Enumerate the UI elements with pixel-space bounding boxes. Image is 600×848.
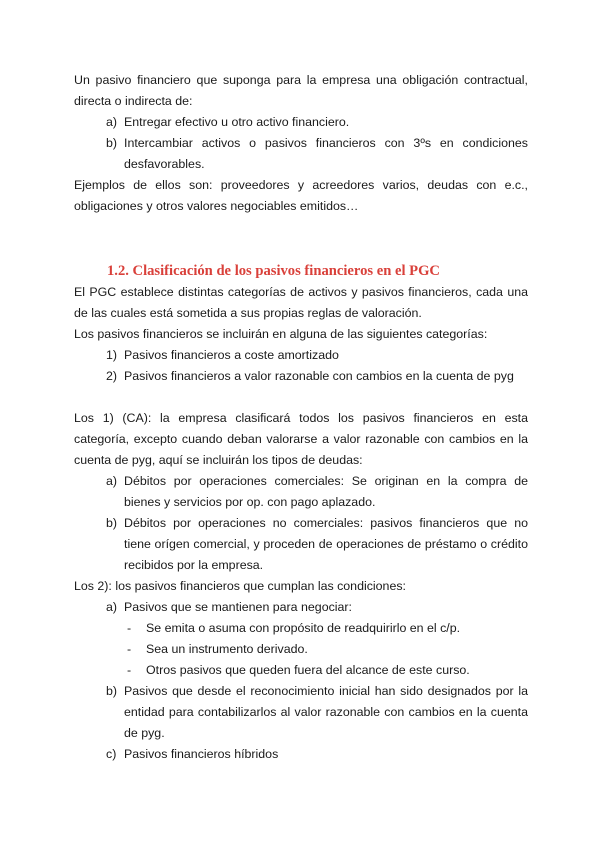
list-text: Sea un instrumento derivado. [146, 642, 308, 656]
vr-paragraph: Los 2): los pasivos financieros que cumplan las condiciones: [74, 579, 406, 593]
list-item [74, 366, 528, 387]
document-page [74, 70, 528, 765]
list-text: Pasivos financieros a coste amortizado [124, 348, 339, 362]
list-item [74, 133, 528, 175]
list-marker: b) [106, 684, 118, 698]
list-text: Otros pasivos que queden fuera del alcance de este curso. [146, 663, 470, 677]
list-text: Débitos por operaciones comerciales: Se originan en la compra de bienes y servicios por op. con pago aplazado. [124, 474, 528, 509]
list-marker: a) [106, 115, 118, 129]
list-item [74, 471, 528, 513]
list-text: Débitos por operaciones no comerciales: pasivos financieros que no tiene orígen comercial, y proceden de operaciones de préstamo o crédito recibidos por la empresa. [124, 516, 528, 572]
section-heading: 1.2. Clasificación de los pasivos financieros en el PGC [107, 263, 440, 279]
list-text: Se emita o asuma con propósito de readquirirlo en el c/p. [146, 621, 461, 635]
list-item [74, 345, 528, 366]
list-item [74, 513, 528, 576]
examples-paragraph: Ejemplos de ellos son: proveedores y acreedores varios, deudas con e.c., obligaciones y otros valores negociables emitidos… [74, 178, 528, 213]
list-marker: 1) [106, 348, 118, 362]
list-marker: a) [106, 600, 118, 614]
list-text: Pasivos que se mantienen para negociar: [124, 600, 352, 614]
list-marker: c) [106, 747, 117, 761]
sub-list-item [74, 660, 528, 681]
dash-marker: - [127, 621, 132, 635]
list-text: Pasivos financieros híbridos [124, 747, 279, 761]
list-marker: b) [106, 136, 118, 150]
intro-paragraph: Un pasivo financiero que suponga para la empresa una obligación contractual, directa o indirecta de: [74, 73, 528, 108]
categories-intro: Los pasivos financieros se incluirán en alguna de las siguientes categorías: [74, 327, 488, 341]
list-item [74, 681, 528, 744]
list-item [74, 112, 528, 133]
list-marker: b) [106, 516, 118, 530]
list-item [74, 744, 528, 765]
list-text: Entregar efectivo u otro activo financiero. [124, 115, 350, 129]
list-text: Pasivos que desde el reconocimiento inicial han sido designados por la entidad para contabilizarlos al valor razonable con cambios en la cuenta de pyg. [124, 684, 528, 740]
dash-marker: - [127, 663, 132, 677]
ca-paragraph: Los 1) (CA): la empresa clasificará todos los pasivos financieros en esta categoría, excepto cuando deban valorarse a valor razonable con cambios en la cuenta de pyg, aquí se incluirán los tipos de deudas: [74, 411, 528, 467]
list-marker: 2) [106, 369, 118, 383]
list-text: Intercambiar activos o pasivos financieros con 3ºs en condiciones desfavorables. [124, 136, 528, 171]
pgc-paragraph: El PGC establece distintas categorías de activos y pasivos financieros, cada una de las cuales está sometida a sus propias reglas de valoración. [74, 285, 528, 320]
sub-list-item [74, 618, 528, 639]
list-marker: a) [106, 474, 118, 488]
list-item [74, 597, 528, 618]
list-text: Pasivos financieros a valor razonable con cambios en la cuenta de pyg [124, 369, 514, 383]
sub-list-item [74, 639, 528, 660]
dash-marker: - [127, 642, 132, 656]
